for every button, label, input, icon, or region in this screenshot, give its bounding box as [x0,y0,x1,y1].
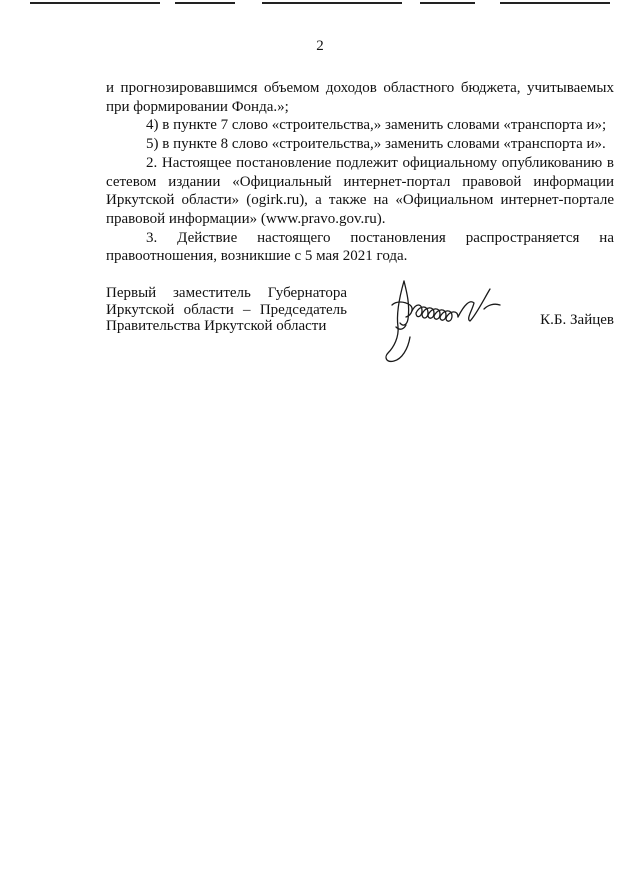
handwritten-signature-icon [374,275,534,370]
paragraph-item-4: 4) в пункте 7 слово «строительства,» заменить словами «транспорта и»; [146,117,607,134]
position-line: Первый заместитель Губернатора [106,285,347,301]
document-body [106,79,614,266]
paragraph-point-3: 3. Действие настоящего постановления распространяется на правоотношения, возникшие с 5 мая 2021 года. [106,229,614,265]
signatory-name: К.Б. Зайцев [540,312,614,328]
page-number: 2 [316,38,324,54]
paragraph-point-2: 2. Настоящее постановление подлежит официальному опубликованию в сетевом издании «Официальный интернет-портал правовой информации Иркутской области» (ogirk.ru), а также на «Официальном интернет-портале правовой информации» (www.pravo.gov.ru). [106,154,614,227]
top-scan-border [0,2,640,5]
signature-block [106,285,614,365]
paragraph-continuation: и прогнозировавшимся объемом доходов областного бюджета, учитываемых при формировании Фонда.»; [106,80,614,115]
position-line: Иркутской области – Председатель [106,301,347,318]
paragraph-item-5: 5) в пункте 8 слово «строительства,» заменить словами «транспорта и». [146,136,606,153]
signatory-position [106,285,347,335]
position-line: Правительства Иркутской области [106,318,327,335]
